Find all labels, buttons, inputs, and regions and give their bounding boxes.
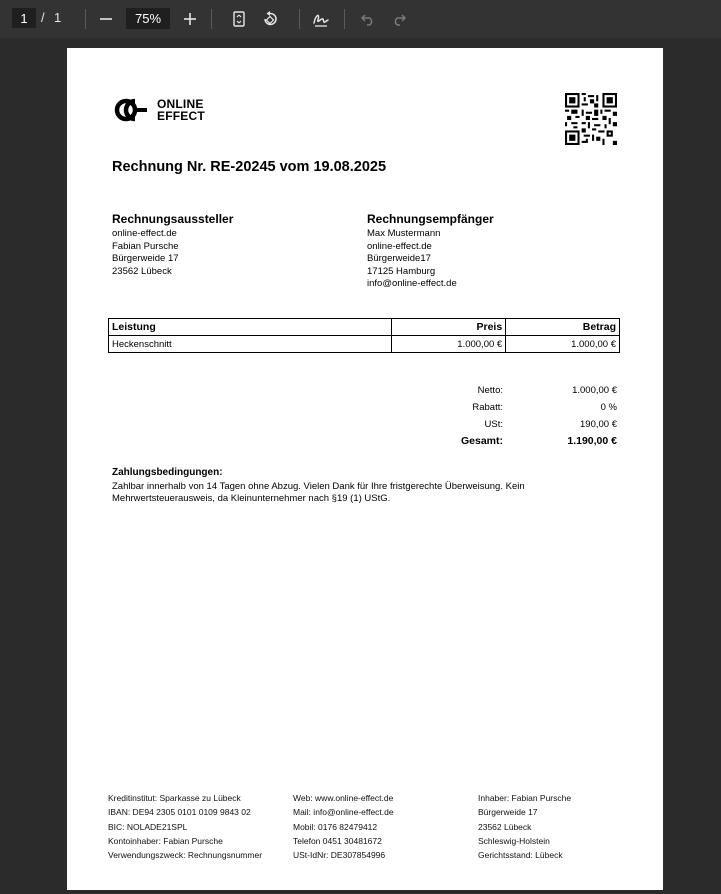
- table-row: [109, 336, 620, 353]
- fit-page-icon: [232, 11, 246, 27]
- table-cell: 1.000,00 €: [506, 336, 620, 353]
- zoom-in-button[interactable]: [178, 7, 202, 31]
- logo-text-line1: ONLINE: [157, 97, 204, 111]
- page-total: 1: [54, 10, 62, 25]
- table-cell: 1.000,00 €: [392, 336, 506, 353]
- draw-button[interactable]: [309, 7, 333, 31]
- footer-line: Inhaber: Fabian Pursche: [478, 793, 572, 803]
- minus-icon: [99, 12, 113, 26]
- column-header-preis: Preis: [392, 319, 506, 336]
- payment-terms-text: Zahlbar innerhalb von 14 Tagen ohne Abzug. Vielen Dank für Ihre fristgerechte Überweisung. Kein Mehrwertsteuerausweis, da Kleinunternehmer nach §19 (1) UStG.: [112, 481, 525, 504]
- toolbar-divider: [211, 9, 212, 29]
- footer-owner-column: [478, 791, 571, 862]
- footer-contact-column: [293, 791, 394, 862]
- logo-mark-icon: [114, 98, 154, 122]
- recipient-line: online-effect.de: [367, 240, 432, 252]
- ust-label: USt:: [484, 419, 503, 430]
- signature-icon: [312, 10, 330, 28]
- column-header-leistung: Leistung: [109, 319, 392, 336]
- toolbar-divider: [85, 9, 86, 29]
- line-items-table: [108, 318, 620, 353]
- sender-address: [112, 212, 233, 278]
- page-separator: /: [41, 10, 45, 25]
- sender-line: 23562 Lübeck: [112, 265, 172, 277]
- footer-line: Web: www.online-effect.de: [293, 793, 394, 803]
- footer-line: Telefon 0451 30481672: [293, 835, 382, 846]
- footer-line: BIC: NOLADE21SPL: [108, 821, 188, 832]
- toolbar-divider: [299, 9, 300, 29]
- sender-line: Bürgerweide 17: [112, 253, 179, 265]
- footer-line: Verwendungszweck: Rechnungsnummer: [108, 850, 263, 861]
- payment-terms: [112, 467, 572, 505]
- rabatt-value: 0 %: [600, 402, 617, 413]
- sender-heading: Rechnungsaussteller: [112, 212, 234, 226]
- pdf-page: [67, 48, 663, 890]
- footer-line: Mobil: 0176 82479412: [293, 821, 378, 832]
- footer-line: Mail: info@online-effect.de: [293, 807, 394, 818]
- recipient-line: Max Mustermann: [367, 228, 441, 239]
- ust-value: 190,00 €: [580, 419, 617, 430]
- footer-line: IBAN: DE94 2305 0101 0109 9843 02: [108, 807, 251, 818]
- qr-code-icon: [565, 93, 617, 145]
- table-header-row: [109, 319, 620, 336]
- fit-page-button[interactable]: [227, 7, 251, 31]
- redo-icon: [392, 12, 406, 26]
- recipient-line: 17125 Hamburg: [367, 265, 436, 277]
- sender-line: online-effect.de: [112, 228, 177, 239]
- rotate-button[interactable]: [258, 7, 282, 31]
- toolbar-divider: [344, 9, 345, 29]
- footer-line: 23562 Lübeck: [478, 821, 532, 832]
- redo-button[interactable]: [387, 7, 411, 31]
- payment-terms-heading: Zahlungsbedingungen:: [112, 467, 223, 478]
- plus-icon: [183, 12, 197, 26]
- footer-bank-column: [108, 791, 262, 862]
- logo-text-line2: EFFECT: [157, 109, 205, 123]
- footer-line: USt-IdNr: DE307854996: [293, 850, 386, 861]
- table-cell: Heckenschnitt: [109, 336, 392, 353]
- gesamt-value: 1.190,00 €: [567, 435, 617, 447]
- gesamt-label: Gesamt:: [460, 435, 503, 447]
- netto-label: Netto:: [477, 385, 503, 396]
- pdf-toolbar: [0, 0, 721, 38]
- undo-icon: [361, 12, 375, 26]
- undo-button[interactable]: [356, 7, 380, 31]
- footer-line: Kontoinhaber: Fabian Pursche: [108, 835, 223, 846]
- page-number-input[interactable]: 1: [12, 8, 36, 28]
- recipient-line: info@online-effect.de: [367, 278, 457, 290]
- rabatt-label: Rabatt:: [472, 402, 503, 413]
- sender-line: Fabian Pursche: [112, 240, 179, 252]
- zoom-out-button[interactable]: [94, 7, 118, 31]
- recipient-line: Bürgerweide17: [367, 253, 431, 265]
- column-header-betrag: Betrag: [506, 319, 620, 336]
- footer-line: Gerichtsstand: Lübeck: [478, 850, 563, 861]
- rotate-icon: [261, 10, 279, 28]
- footer-line: Kreditinstitut: Sparkasse zu Lübeck: [108, 793, 241, 803]
- recipient-heading: Rechnungsempfänger: [367, 212, 494, 226]
- invoice-title: Rechnung Nr. RE-20245 vom 19.08.2025: [112, 159, 387, 175]
- zoom-input[interactable]: 75%: [126, 8, 170, 29]
- company-logo: [114, 98, 205, 122]
- netto-value: 1.000,00 €: [572, 385, 617, 396]
- recipient-address: [367, 212, 494, 291]
- footer-line: Bürgerweide 17: [478, 807, 538, 818]
- footer-line: Schleswig-Holstein: [478, 835, 550, 846]
